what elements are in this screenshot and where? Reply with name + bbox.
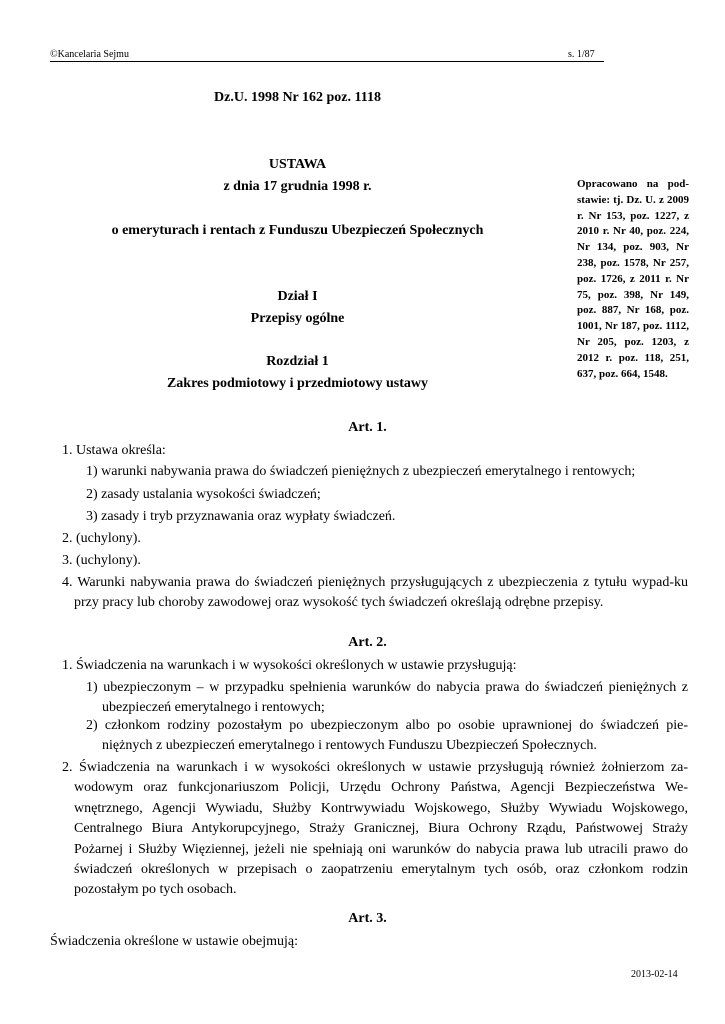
article-2-item-1: 1) ubezpieczonym – w przypadku spełnienia warunków do nabycia prawa do świadczeń pieniężnych z ubezpieczeń emerytalnego i rentowych; — [86, 680, 688, 716]
article-1-paragraph-4: 4. Warunki nabywania prawa do świadczeń pieniężnych przysługujących z ubezpieczenia z tytułu wypad-ku przy pracy lub choroby zawodowej oraz wysokość tych świadczeń określają odrębne przepisy. — [62, 575, 688, 611]
source-note: Opracowano na pod-stawie: tj. Dz. U. z 2009 r. Nr 153, poz. 1227, z 2010 r. Nr 40, poz. 224, Nr 134, poz. 903, Nr 238, poz. 1578, Nr 257, poz. 1726, z 2011 r. Nr 75, poz. 398, Nr 149, poz. 887, Nr 168, poz. 1001, Nr 187, poz. 1112, Nr 205, poz. 1203, z 2012 r. poz. 118, 251, 637, poz. 664, 1548. — [577, 178, 689, 380]
header-publisher: ©Kancelaria Sejmu — [50, 49, 129, 60]
article-1-heading: Art. 1. — [348, 420, 387, 435]
article-2-heading: Art. 2. — [348, 635, 387, 650]
article-1-paragraph-3: 3. (uchylony). — [62, 553, 141, 568]
document-date: z dnia 17 grudnia 1998 r. — [223, 179, 372, 194]
article-1-item-1: 1) warunki nabywania prawa do świadczeń pieniężnych z ubezpieczeń emerytalnego i rentowych; — [86, 464, 636, 479]
chapter-number: Rozdział 1 — [266, 354, 329, 369]
document-title: o emeryturach i rentach z Funduszu Ubezpieczeń Społecznych — [111, 223, 484, 238]
article-1-item-2: 2) zasady ustalania wysokości świadczeń; — [86, 487, 321, 502]
header-page-number: s. 1/87 — [568, 49, 595, 60]
article-1-paragraph-1: 1. Ustawa określa: — [62, 443, 166, 458]
journal-reference: Dz.U. 1998 Nr 162 poz. 1118 — [214, 90, 381, 105]
document-type: USTAWA — [268, 157, 327, 172]
article-1-item-3: 3) zasady i tryb przyznawania oraz wypłaty świadczeń. — [86, 509, 396, 524]
header-divider — [50, 61, 604, 62]
division-title: Przepisy ogólne — [250, 311, 345, 326]
article-3-intro: Świadczenia określone w ustawie obejmują: — [50, 934, 299, 949]
article-2-paragraph-1: 1. Świadczenia na warunkach i w wysokości określonych w ustawie przysługują: — [62, 658, 517, 673]
chapter-title: Zakres podmiotowy i przedmiotowy ustawy — [166, 376, 429, 391]
division-number: Dział I — [277, 289, 318, 304]
article-3-heading: Art. 3. — [348, 911, 387, 926]
article-1-paragraph-2: 2. (uchylony). — [62, 531, 141, 546]
footer-date: 2013-02-14 — [631, 969, 678, 980]
article-2-paragraph-2: 2. Świadczenia na warunkach i w wysokości określonych w ustawie przysługują również żołnierzom za-wodowym oraz funkcjonariuszom Policji, Urzędu Ochrony Państwa, Agencji Bezpieczeństwa We-wnętrznego, Agencji Wywiadu, Służby Kontrwywiadu Wojskowego, Służby Wywiadu Wojskowego, Centralnego Biura Antykorupcyjnego, Straży Granicznej, Biura Ochrony Rządu, Państwowej Straży Pożarnej i Służby Więziennej, jeżeli nie spełniają oni warunków do nabycia prawa lub utracili prawo do świadczeń określonych w przepisach o zaopatrzeniu emerytalnym tych osób, oraz członkom rodzin pozostałym po tych osobach. — [62, 760, 688, 898]
article-2-item-2: 2) członkom rodziny pozostałym po ubezpieczonym albo po osobie uprawnionej do świadczeń pie-niężnych z ubezpieczeń emerytalnego i rentowych Funduszu Ubezpieczeń Społecznych. — [86, 718, 688, 754]
